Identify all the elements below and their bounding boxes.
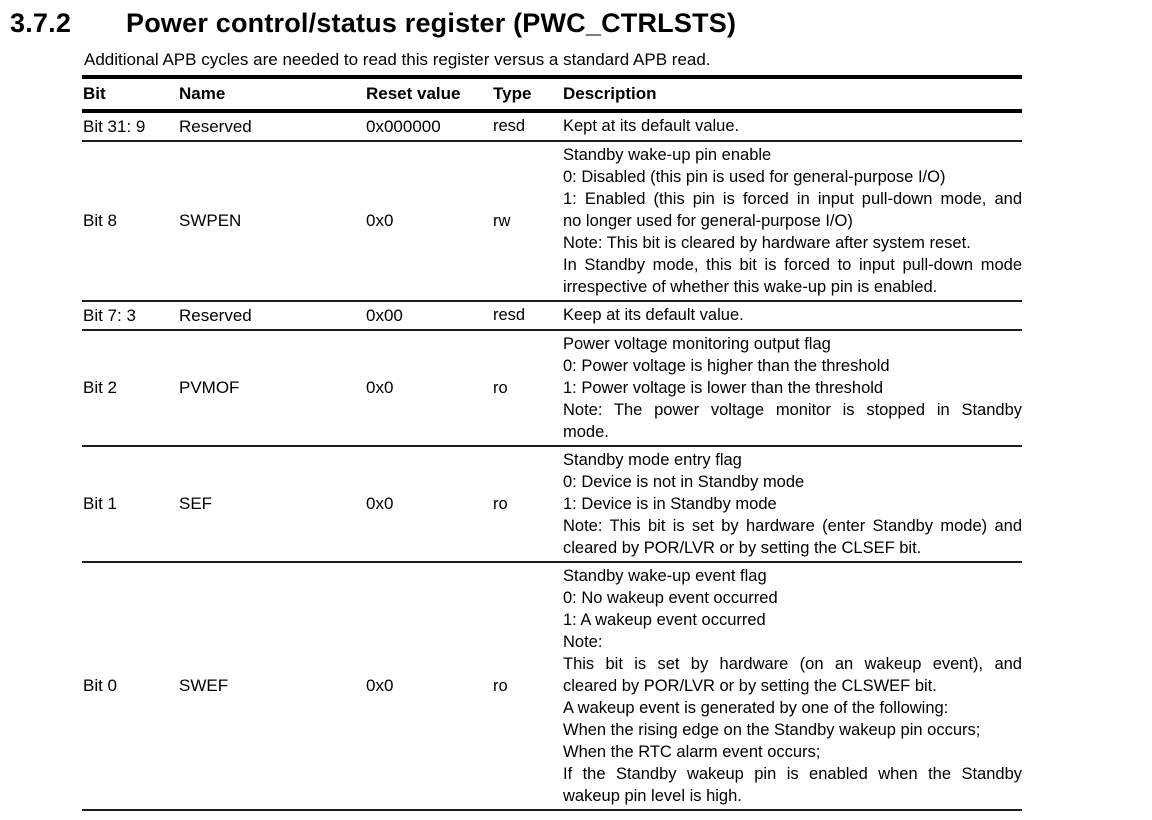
description-line: Standby wake-up pin enable (563, 146, 772, 164)
register-table (82, 75, 1022, 811)
type-cell: ro (493, 676, 508, 695)
name-cell: PVMOF (179, 378, 240, 397)
description-cell (557, 563, 1022, 809)
register-table-body (82, 113, 1022, 811)
description-cell (557, 447, 1022, 561)
column-header-type: Type (493, 84, 532, 103)
description-cell (557, 113, 1022, 139)
type-cell: resd (493, 306, 526, 324)
description-line: Standby wake-up event flag (563, 567, 767, 585)
name-cell: Reserved (179, 116, 252, 136)
description-line: Note: This bit is cleared by hardware after system reset. (563, 234, 971, 252)
column-header-name: Name (179, 84, 226, 103)
intro-text: Additional APB cycles are needed to read this register versus a standard APB read. (84, 50, 711, 69)
description-line: When the rising edge on the Standby wakeup pin occurs; (563, 721, 981, 739)
name-cell: SWEF (179, 676, 229, 695)
bit-cell: Bit 1 (83, 494, 118, 513)
table-row (82, 563, 1022, 811)
description-cell (557, 302, 1022, 328)
description-line: Note: (563, 633, 603, 651)
column-header-description: Description (563, 84, 657, 103)
reset-value-cell: 0x0 (366, 494, 394, 513)
reset-value-cell: 0x00 (366, 305, 403, 325)
reset-value-cell: 0x000000 (366, 116, 441, 136)
description-line: A wakeup event is generated by one of the following: (563, 699, 949, 717)
name-cell: Reserved (179, 305, 252, 325)
description-cell (557, 142, 1022, 300)
column-header-reset-value: Reset value (366, 84, 461, 103)
description-line: Power voltage monitoring output flag (563, 335, 831, 353)
description-line: Keep at its default value. (563, 306, 744, 324)
section-number: 3.7.2 (10, 8, 72, 38)
column-header-bit: Bit (83, 84, 106, 103)
description-line: 1: Power voltage is lower than the threshold (563, 379, 884, 397)
type-cell: rw (493, 211, 511, 230)
description-line: 1: A wakeup event occurred (563, 611, 766, 629)
table-row (82, 447, 1022, 563)
description-line: Note: The power voltage monitor is stopped in Standby (563, 401, 1022, 419)
bit-cell: Bit 0 (83, 676, 118, 695)
description-line: wakeup pin level is high. (563, 787, 742, 805)
description-line: When the RTC alarm event occurs; (563, 743, 821, 761)
description-line: If the Standby wakeup pin is enabled when the Standby (563, 765, 1022, 783)
description-line: mode. (563, 423, 609, 441)
type-cell: ro (493, 378, 508, 397)
type-cell: resd (493, 117, 526, 135)
description-line: 0: Power voltage is higher than the threshold (563, 357, 890, 375)
type-cell: ro (493, 494, 508, 513)
table-row (82, 142, 1022, 302)
reset-value-cell: 0x0 (366, 378, 394, 397)
table-row (82, 331, 1022, 447)
name-cell: SWPEN (179, 211, 242, 230)
reset-value-cell: 0x0 (366, 676, 394, 695)
reset-value-cell: 0x0 (366, 211, 394, 230)
description-line: Note: This bit is set by hardware (enter Standby mode) and (563, 517, 1022, 535)
description-line: 1: Enabled (this pin is forced in input pull-down mode, and (563, 190, 1022, 208)
bit-cell: Bit 2 (83, 378, 118, 397)
bit-cell: Bit 8 (83, 211, 118, 230)
table-row (82, 113, 1022, 142)
description-line: In Standby mode, this bit is forced to input pull-down mode (563, 256, 1022, 274)
description-line: cleared by POR/LVR or by setting the CLSWEF bit. (563, 677, 937, 695)
description-line: Standby mode entry flag (563, 451, 742, 469)
table-row (82, 302, 1022, 331)
bit-cell: Bit 7: 3 (83, 305, 136, 325)
description-line: irrespective of whether this wake-up pin is enabled. (563, 278, 938, 296)
section-heading (10, 8, 1152, 38)
bit-cell: Bit 31: 9 (83, 116, 146, 136)
description-line: 0: Disabled (this pin is used for general-purpose I/O) (563, 168, 946, 186)
description-cell (557, 331, 1022, 445)
description-line: Kept at its default value. (563, 117, 740, 135)
description-line: 1: Device is in Standby mode (563, 495, 777, 513)
name-cell: SEF (179, 494, 213, 513)
table-header-row (82, 79, 1022, 113)
description-line: 0: Device is not in Standby mode (563, 473, 805, 491)
description-line: cleared by POR/LVR or by setting the CLSEF bit. (563, 539, 922, 557)
description-line: This bit is set by hardware (on an wakeup event), and (563, 655, 1022, 673)
description-line: no longer used for general-purpose I/O) (563, 212, 853, 230)
page-title: Power control/status register (PWC_CTRLSTS) (126, 8, 737, 38)
description-line: 0: No wakeup event occurred (563, 589, 778, 607)
